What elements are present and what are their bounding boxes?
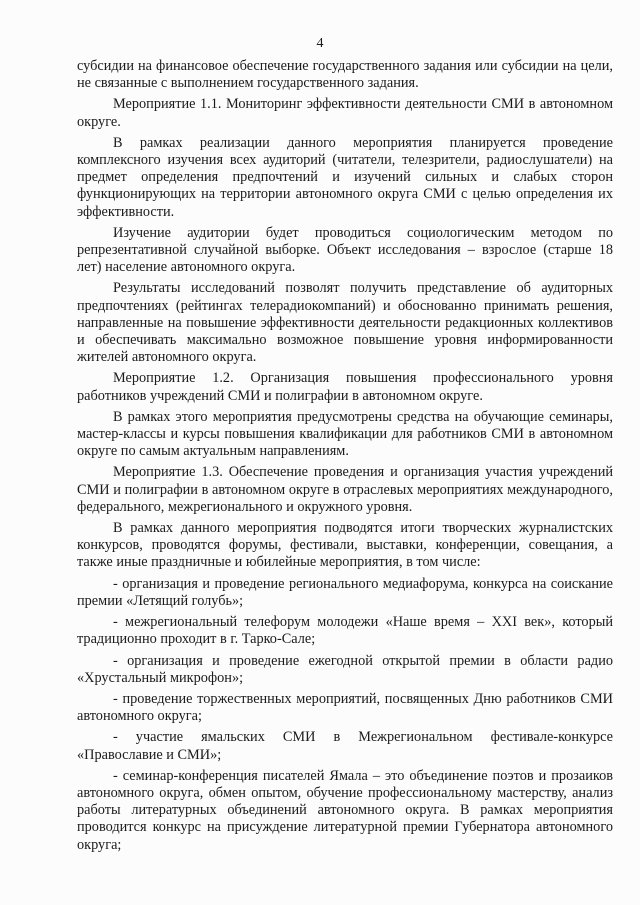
page-number: 4 [316, 36, 324, 51]
document-body [77, 58, 613, 858]
paragraph: В рамках этого мероприятия предусмотрены средства на обучающие семинары, мастер-классы и курсы повышения квалификации для работников СМИ в автономном округе по самым актуальным направлениям. [77, 408, 613, 460]
list-item: - организация и проведение регионального медиафорума, конкурса на соискание премии «Летящий голубь»; [77, 575, 613, 609]
list-item: - межрегиональный телефорум молодежи «Наше время – XXI век», который традиционно проходит в г. Тарко-Сале; [77, 614, 613, 648]
paragraph: Результаты исследований позволят получить представление об аудиторных предпочтениях (рейтингах телерадиокомпаний) и обоснованно принимать решения, направленные на повышение эффективности деятельности редакционных коллективов и обеспечивать максимально возможное повышение уровня информированности жителей автономного округа. [77, 280, 613, 366]
paragraph-heading-1-2: Мероприятие 1.2. Организация повышения профессионального уровня работников учреждений СМИ и полиграфии в автономном округе. [77, 370, 613, 404]
list-item: - семинар-конференция писателей Ямала – это объединение поэтов и прозаиков автономного округа, обмен опытом, обучение профессиональному мастерству, анализ работы литературных объединений автономного округа. В рамках мероприятия проводится конкурс на присуждение литературной премии Губернатора автономного округа; [77, 767, 613, 853]
paragraph: В рамках реализации данного мероприятия планируется проведение комплексного изучения всех аудиторий (читатели, телезрители, радиослушатели) на предмет определения предпочтений и изучений сильных и слабых сторон функционирующих на территории автономного округа СМИ с целью определения их эффективности. [77, 134, 613, 220]
list-item: - организация и проведение ежегодной открытой премии в области радио «Хрустальный микрофон»; [77, 652, 613, 686]
list-item: - участие ямальских СМИ в Межрегиональном фестивале-конкурсе «Православие и СМИ»; [77, 729, 613, 763]
paragraph: В рамках данного мероприятия подводятся итоги творческих журналистских конкурсов, проводятся форумы, фестивали, выставки, конференции, совещания, а также иные праздничные и юбилейные мероприятия, в том числе: [77, 520, 613, 571]
paragraph-heading-1-3: Мероприятие 1.3. Обеспечение проведения и организация участия учреждений СМИ и полиграфии в автономном округе в отраслевых мероприятиях международного, федерального, межрегионального и окружного уровня. [77, 464, 613, 515]
paragraph-heading-1-1: Мероприятие 1.1. Мониторинг эффективности деятельности СМИ в автономном округе. [77, 96, 613, 130]
paragraph: субсидии на финансовое обеспечение государственного задания или субсидии на цели, не связанные с выполнением государственного задания. [77, 58, 613, 92]
list-item: - проведение торжественных мероприятий, посвященных Дню работников СМИ автономного округа; [77, 690, 613, 725]
paragraph: Изучение аудитории будет проводиться социологическим методом по репрезентативной случайной выборке. Объект исследования – взрослое (старше 18 лет) население автономного округа. [77, 224, 613, 276]
